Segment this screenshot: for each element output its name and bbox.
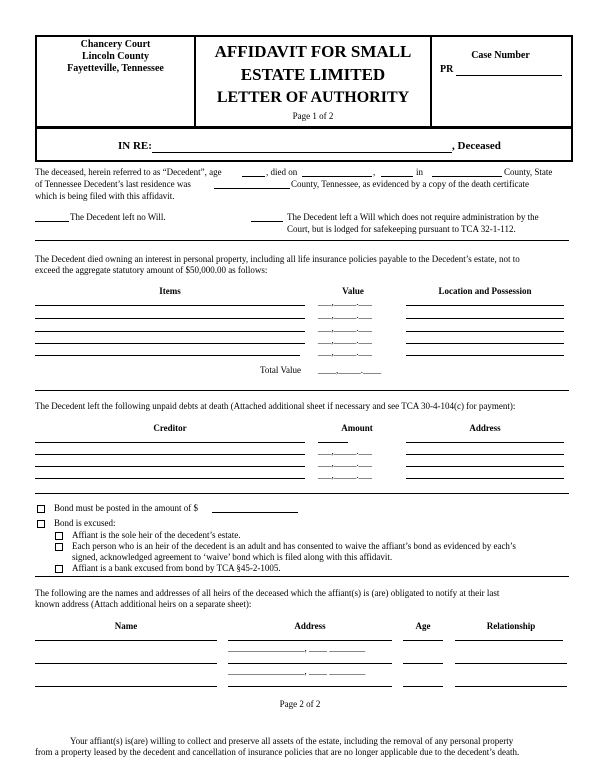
total-value-field[interactable]: ____,_____.____ (318, 365, 381, 375)
col-creditor: Creditor (153, 423, 187, 433)
affiant-paragraph-2: from a property leased by the decedent and cancellation of insurance policies that are no longer applicable due to the decedent’s death. (35, 747, 520, 757)
amount-field[interactable]: ___,_____.___ (318, 458, 372, 468)
col-heir-relationship: Relationship (486, 621, 536, 631)
bank-excused-checkbox[interactable] (55, 565, 63, 573)
property-value-field[interactable]: ___,_____.___ (318, 310, 372, 320)
property-intro-1: The Decedent died owning an interest in personal property, including all life insurance policies payable to the Decedent’s estate, not to (35, 254, 520, 264)
title-line-1: AFFIDAVIT FOR SMALL (214, 42, 412, 61)
col-location: Location and Possession (438, 286, 532, 296)
deceased-label: , Deceased (452, 140, 501, 152)
property-location-field[interactable] (406, 331, 564, 332)
death-county-field[interactable] (432, 176, 502, 177)
decedent-line-1e: County, State (504, 167, 553, 177)
creditor-field[interactable] (35, 478, 305, 479)
decedent-line-1c: , (373, 167, 376, 177)
title-line-2: ESTATE LIMITED (240, 65, 386, 84)
heir-address-field[interactable] (228, 686, 392, 687)
property-value-field[interactable]: ___,_____.___ (318, 347, 372, 357)
heir-name-field[interactable] (35, 640, 217, 641)
heirs-waive-text-2: signed, acknowledged agreement to ‘waive’ bond which is filed along with this affidavit. (72, 552, 393, 562)
heir-relationship-field[interactable] (455, 640, 563, 641)
col-amount: Amount (341, 423, 373, 433)
decedent-line-2a: of Tennessee Decedent’s last residence was (35, 179, 191, 189)
heir-city-state-field[interactable]: _________________, ____ ________ (228, 643, 366, 653)
decedent-line-3: which is being filed with this affidavit. (35, 191, 175, 201)
property-value-field[interactable]: ___,_____.___ (318, 335, 372, 345)
heir-name-field[interactable] (35, 686, 217, 687)
will-blank[interactable] (251, 221, 283, 222)
court-info (37, 39, 194, 75)
bond-posted-text: Bond must be posted in the amount of $ (54, 503, 198, 513)
no-will-blank[interactable] (35, 221, 69, 222)
in-re-name-field[interactable] (152, 152, 452, 153)
no-will-text: The Decedent left no Will. (70, 212, 166, 222)
section-divider-2 (35, 390, 569, 391)
col-heir-address: Address (294, 621, 326, 631)
will-text-1: The Decedent left a Will which does not require administration by the (287, 212, 539, 222)
heirs-intro-2: known address (Attach additional heirs on a separate sheet): (35, 599, 252, 609)
bond-amount-field[interactable] (212, 512, 298, 513)
pr-label: PR (440, 64, 454, 75)
decedent-line-1b: , died on (266, 167, 298, 177)
page-number: Page 1 of 2 (292, 111, 334, 121)
heir-relationship-field[interactable] (455, 663, 567, 664)
bank-excused-text: Affiant is a bank excused from bond by TCA §45-2-1005. (72, 563, 281, 573)
property-item-field[interactable] (35, 318, 305, 319)
property-location-field[interactable] (406, 305, 564, 306)
case-number-field[interactable] (456, 75, 562, 76)
section-divider-1 (35, 240, 569, 241)
section-divider-3 (35, 493, 569, 494)
residence-county-field[interactable] (214, 188, 290, 189)
col-debt-address: Address (469, 423, 501, 433)
will-text-2: Court, but is lodged for safekeeping pursuant to TCA 32-1-112. (287, 224, 516, 234)
header-divider-right (430, 35, 432, 126)
heirs-intro-1: The following are the names and addresses of all heirs of the deceased which the affiant(s) is (are) obligated to notify at their last (35, 588, 500, 598)
amount-field[interactable] (318, 442, 348, 443)
creditor-field[interactable] (35, 466, 305, 467)
property-location-field[interactable] (406, 343, 564, 344)
col-items: Items (159, 286, 181, 296)
debt-address-field[interactable] (406, 478, 564, 479)
age-field[interactable] (242, 176, 265, 177)
property-location-field[interactable] (406, 355, 564, 356)
in-re-label: IN RE: (118, 140, 152, 152)
heir-age-field[interactable] (403, 640, 443, 641)
bond-posted-checkbox[interactable] (37, 505, 45, 513)
col-heir-age: Age (415, 621, 431, 631)
affiant-paragraph-1: Your affiant(s) is(are) willing to collect and preserve all assets of the estate, including the removal of any personal property (70, 736, 514, 746)
property-item-field[interactable] (35, 355, 300, 356)
property-item-field[interactable] (35, 331, 305, 332)
property-item-field[interactable] (35, 343, 305, 344)
sole-heir-checkbox[interactable] (55, 532, 63, 540)
col-value: Value (342, 286, 364, 296)
bond-excused-checkbox[interactable] (37, 520, 45, 528)
death-year-field[interactable] (381, 176, 413, 177)
court-county: Lincoln County (82, 51, 149, 62)
creditor-field[interactable] (35, 442, 305, 443)
heirs-waive-checkbox[interactable] (55, 543, 63, 551)
amount-field[interactable]: ___,_____.___ (318, 470, 372, 480)
property-item-field[interactable] (35, 305, 305, 306)
case-number-label: Case Number (471, 50, 530, 61)
heirs-waive-text-1: Each person who is an heir of the decedent is an adult and has consented to waive the affiant’s bond as evidenced by each’s (72, 541, 516, 551)
form-title (196, 40, 430, 109)
amount-field[interactable]: ___,_____.___ (318, 446, 372, 456)
death-date-field[interactable] (302, 176, 372, 177)
heir-name-field[interactable] (35, 663, 217, 664)
col-heir-name: Name (114, 621, 138, 631)
sole-heir-text: Affiant is the sole heir of the decedent’s estate. (72, 530, 241, 540)
title-line-3: LETTER OF AUTHORITY (216, 89, 410, 106)
heir-address-field[interactable] (228, 640, 392, 641)
property-value-field[interactable]: ___,_____.___ (318, 323, 372, 333)
total-value-label: Total Value (260, 365, 301, 375)
debts-intro: The Decedent left the following unpaid debts at death (Attached additional sheet if necessary and see TCA 30-4-104(c) for payment): (35, 401, 516, 411)
heir-city-state-field[interactable]: _________________, ____ ________ (228, 666, 366, 676)
decedent-line-1a: The deceased, herein referred to as “Decedent”, age (35, 167, 222, 177)
heir-relationship-field[interactable] (455, 686, 567, 687)
debt-address-field[interactable] (406, 454, 564, 455)
bond-excused-text: Bond is excused: (54, 518, 116, 528)
heir-age-field[interactable] (403, 686, 443, 687)
court-name: Chancery Court (80, 39, 151, 50)
heir-address-field[interactable] (228, 663, 392, 664)
decedent-line-1d: in (416, 167, 424, 177)
property-location-field[interactable] (406, 318, 564, 319)
section-divider-4 (35, 576, 569, 577)
decedent-line-2b: County, Tennessee, as evidenced by a copy of the death certificate (291, 179, 530, 189)
debt-address-field[interactable] (406, 466, 564, 467)
property-intro-2: exceed the aggregate statutory amount of $50,000.00 as follows: (35, 265, 268, 275)
property-value-field[interactable]: ___,_____.___ (318, 297, 372, 307)
creditor-field[interactable] (35, 454, 305, 455)
heir-age-field[interactable] (403, 663, 443, 664)
court-city: Fayetteville, Tennessee (67, 63, 164, 74)
page-2-label: Page 2 of 2 (279, 699, 321, 709)
debt-address-field[interactable] (406, 442, 564, 443)
